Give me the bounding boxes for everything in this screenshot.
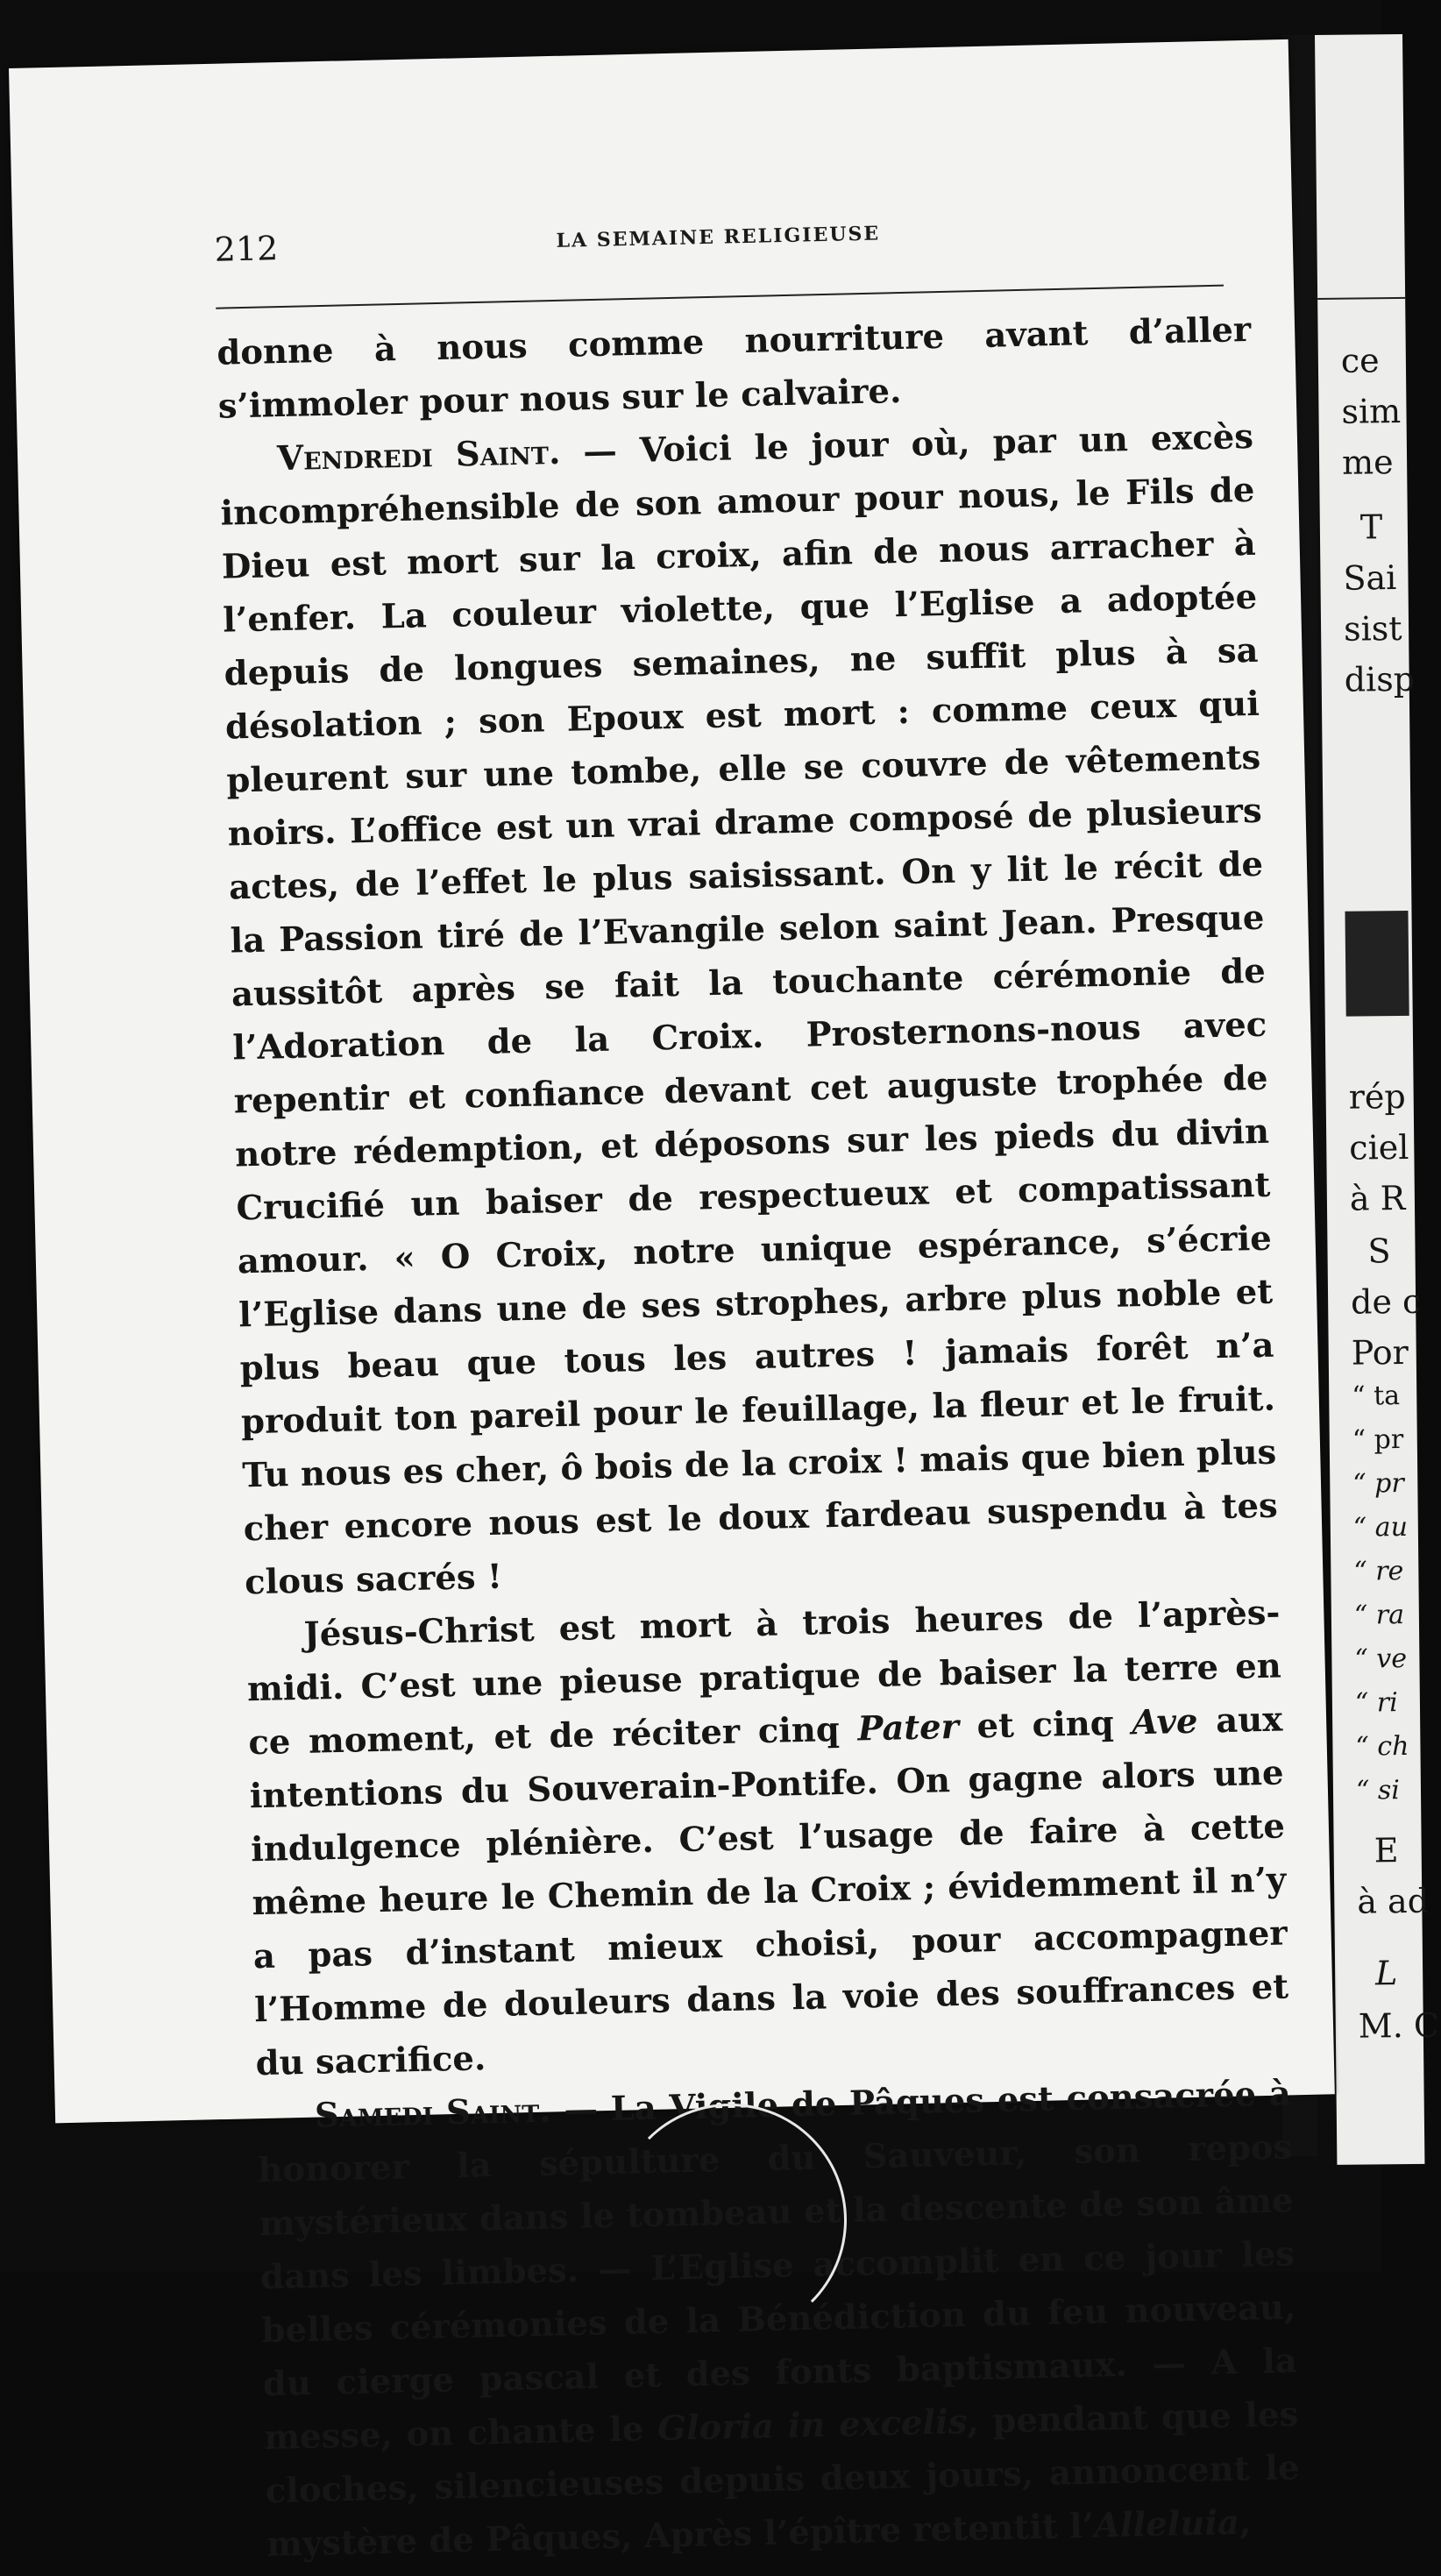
adjacent-line: E	[1374, 1831, 1399, 1870]
paragraph-text: — La Vigile de Pâques est consacrée à honorer la sépulture du Sauveur, son repos mystérieux dans le tombeau et la descente de son âme dans les limbes. — L’Eglise accomplit en ce jour les belles cérémonies de la Bénédiction du feu nouveau, du cierge pascal et des fonts baptismaux. — A la messe, on chante le	[257, 2074, 1298, 2459]
page-number: 212	[214, 229, 279, 269]
adjacent-line: “ ta	[1352, 1380, 1401, 1412]
adjacent-line: “ pr	[1352, 1468, 1404, 1500]
adjacent-line: ce	[1340, 341, 1380, 380]
paragraph-jesus-christ	[245, 1586, 1290, 2091]
adjacent-header-rule	[1317, 297, 1405, 300]
adjacent-line: “ ve	[1354, 1643, 1408, 1675]
paragraph-vendredi-saint	[219, 410, 1280, 1609]
adjacent-line: rép	[1348, 1076, 1406, 1117]
adjacent-line: “ pr	[1352, 1424, 1404, 1456]
adjacent-line: “ ra	[1353, 1600, 1405, 1631]
section-heading-samedi-saint: Samedi Saint.	[314, 2090, 552, 2136]
section-heading-vendredi-saint: Vendredi Saint.	[276, 432, 561, 479]
adjacent-line: à ad	[1357, 1881, 1430, 1921]
italic-term-gloria: Gloria in excelis	[657, 2402, 968, 2449]
adjacent-line: T	[1359, 507, 1383, 547]
header-rule	[216, 285, 1224, 309]
italic-term-pater: Pater	[856, 1707, 960, 1749]
adjacent-line: S	[1367, 1231, 1391, 1271]
adjacent-line: ciel	[1349, 1127, 1409, 1167]
adjacent-line: sist	[1343, 608, 1402, 649]
paragraph-text: ,	[1239, 2502, 1252, 2543]
italic-term-ave: Ave	[1131, 1701, 1199, 1743]
adjacent-line: sim	[1341, 391, 1402, 431]
adjacent-line: à R	[1349, 1178, 1406, 1218]
running-head: LA SEMAINE RELIGIEUSE	[556, 222, 881, 252]
ornamental-initial-icon	[1345, 911, 1409, 1017]
paragraph-text: , pendant que les cloches, silencieuses depuis deux jours, annoncent le mystère de Pâques, Après l’épître retentit l’	[265, 2395, 1301, 2565]
adjacent-line: “ au	[1352, 1511, 1409, 1543]
book-page	[9, 39, 1335, 2565]
italic-term-alleluia: Alleluia	[1093, 2502, 1240, 2546]
paragraph-continuation: donne à nous comme nourriture avant d’aller s’immoler pour nous sur le calvaire.	[216, 309, 1252, 427]
adjacent-line: de c	[1350, 1281, 1422, 1322]
adjacent-line: me	[1341, 443, 1394, 482]
page-header	[214, 208, 1223, 283]
paragraph-text: aux intentions du Souverain-Pontife. On gagne alors une indulgence plénière. C’est l’usage de faire à cette même heure le Chemin de la Croix ; évidemment il n’y a pas d’instant mieux choisi, pour accompagner l’Homme de douleurs dans la voie des souffrances et du sacrifice.	[249, 1700, 1289, 2084]
adjacent-line: Sai	[1343, 558, 1397, 598]
adjacent-line: “ si	[1355, 1775, 1401, 1806]
adjacent-line: disp	[1344, 659, 1416, 699]
adjacent-line: “ ch	[1355, 1730, 1409, 1763]
paragraph-text: et cinq	[958, 1703, 1132, 1747]
adjacent-line: M. C	[1358, 2005, 1440, 2046]
paragraph-text: Jésus-Christ est mort à trois heures de l’après-midi. C’est une pieuse pratique de baiser la terre en ce moment, et de réciter cinq	[246, 1593, 1282, 1763]
scan-artifact-curl	[614, 2104, 847, 2337]
paragraph-text: — Voici le jour où, par un excès incompréhensible de son amour pour nous, le Fils de Dieu est mort sur la croix, afin de nous arracher à l’enfer. La couleur violette, que l’Eglise a adoptée depuis de longues semaines, ne suffit plus à sa désolation ; son Epoux est mort : comme ceux qui pleurent sur une tombe, elle se couvre de vêtements noirs. L’office est un vrai drame composé de plusieurs actes, de l’effet le plus saisissant. On y lit le récit de la Passion tiré de l’Evangile selon saint Jean. Presque aussitôt après se fait la touchante cérémonie de l’Adoration de la Croix. Prosternons-nous avec repentir et confiance devant cet auguste trophée de notre rédemption, et déposons sur les pieds du divin Crucifié un baiser de respectueux et compatissant amour. « O Croix, notre unique espérance, s’écrie l’Eglise dans une de ses strophes, arbre plus noble et plus beau que tous les autres ! jamais forêt n’a produit ton pareil pour le feuillage, la fleur et le fruit. Tu nous es cher, ô bois de la croix ! mais que bien plus cher encore nous est le doux fardeau suspendu à tes clous sacrés !	[220, 416, 1279, 1603]
adjacent-line: “ re	[1353, 1556, 1404, 1587]
adjacent-line: L	[1374, 1954, 1398, 1993]
adjacent-line: “ ri	[1354, 1687, 1398, 1719]
adjacent-line: Por	[1351, 1332, 1409, 1373]
